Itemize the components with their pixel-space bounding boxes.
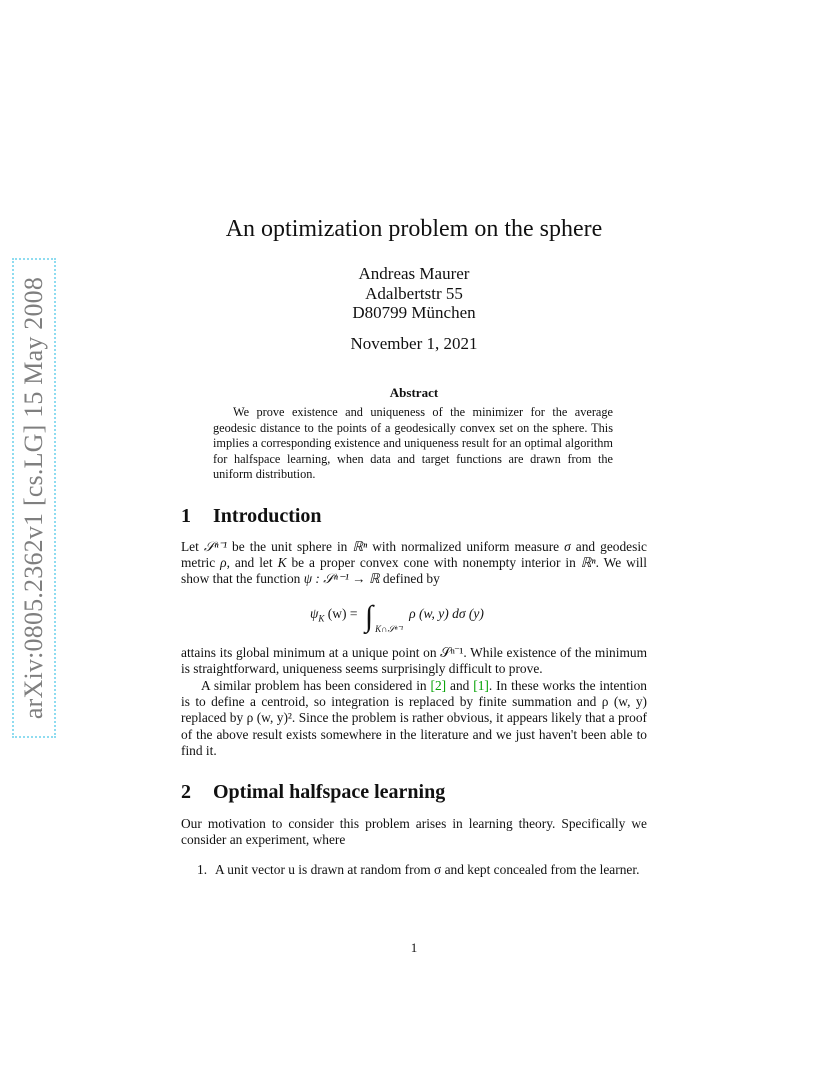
author-city: D80799 München	[352, 303, 476, 322]
section-2-heading	[181, 781, 445, 804]
author-name: Andreas Maurer	[358, 264, 470, 283]
text-run: , and let	[226, 555, 278, 571]
intro-paragraph-2: attains its global minimum at a unique point on 𝒮ⁿ⁻¹. While existence of the minimum is straightforward, uniqueness seems surprisingly difficult to prove.	[181, 645, 647, 677]
page-number: 1	[410, 940, 418, 955]
intro-paragraph-3	[181, 678, 647, 759]
text-run: and geodesic metric	[181, 539, 647, 571]
eq-subscript: K	[318, 613, 325, 624]
intro-paragraph-1	[181, 539, 647, 588]
text-run: be a proper convex cone with nonempty interior in	[286, 555, 581, 571]
paper-title: An optimization problem on the sphere	[225, 216, 603, 242]
text-run: . We will show that the function	[181, 555, 647, 587]
section-1-number: 1	[181, 505, 191, 527]
paper-date: November 1, 2021	[350, 334, 478, 353]
eq-integrand: ρ (w, y) dσ (y)	[409, 606, 484, 621]
arxiv-identifier: arXiv:0805.2362v1 [cs.LG] 15 May 2008	[19, 276, 48, 720]
integral-sign: ∫	[364, 600, 374, 633]
text-run: be the unit sphere in	[227, 539, 353, 554]
text-run: Let	[181, 539, 204, 554]
author-street: Adalbertstr 55	[365, 284, 463, 303]
list-item-text: A unit vector u is drawn at random from σ and kept concealed from the learner.	[215, 862, 640, 877]
math-sigma: σ	[564, 539, 571, 554]
section-2-title: Optimal halfspace learning	[213, 781, 446, 803]
display-equation	[310, 600, 484, 635]
citation-link-2[interactable]: [2]	[430, 678, 447, 693]
text-run: with normalized uniform measure	[367, 539, 565, 554]
text-run: A similar problem has been considered in	[201, 678, 431, 693]
abstract-body: We prove existence and uniqueness of the minimizer for the average geodesic distance to the points of a geodesically convex set on the sphere. This implies a corresponding existence and uniqueness result for an optimal algorithm for halfspace learning, when data and target functions are drawn from the uniform distribution.	[213, 405, 613, 481]
arxiv-side-stamp	[12, 258, 56, 738]
math-psi-map: ψ : 𝒮ⁿ⁻¹ → ℝ	[303, 571, 380, 587]
text-run: and	[446, 678, 474, 693]
section-1-heading	[181, 505, 322, 528]
math-rn: ℝⁿ	[580, 555, 596, 571]
eq-psi: ψ	[310, 606, 319, 621]
section-2-paragraph-1: Our motivation to consider this problem arises in learning theory. Specifically we consider an experiment, where	[181, 816, 647, 848]
eq-domain: K∩𝒮ⁿ⁻¹	[375, 624, 404, 634]
citation-link-1[interactable]: [1]	[473, 678, 489, 693]
text-run: . In these works the intention is to define a centroid, so integration is replaced by finite summation and ρ (w, y) replaced by ρ (w, y)². Since the problem is rather obvious, it appears likely that a proof of the above result exists somewhere in the literature and we just haven't been able to find it.	[181, 678, 647, 758]
math-k: K	[277, 555, 287, 571]
text-run: defined by	[379, 571, 440, 587]
section-2-number: 2	[181, 781, 191, 803]
list-marker: 1.	[197, 862, 208, 877]
abstract-heading: Abstract	[389, 385, 439, 400]
eq-argument: (w) =	[324, 606, 361, 621]
math-rn: ℝⁿ	[352, 539, 368, 554]
math-sphere: 𝒮ⁿ⁻¹	[203, 539, 228, 554]
list-item	[197, 862, 647, 878]
math-rho: ρ	[220, 555, 227, 571]
section-1-title: Introduction	[213, 505, 322, 527]
